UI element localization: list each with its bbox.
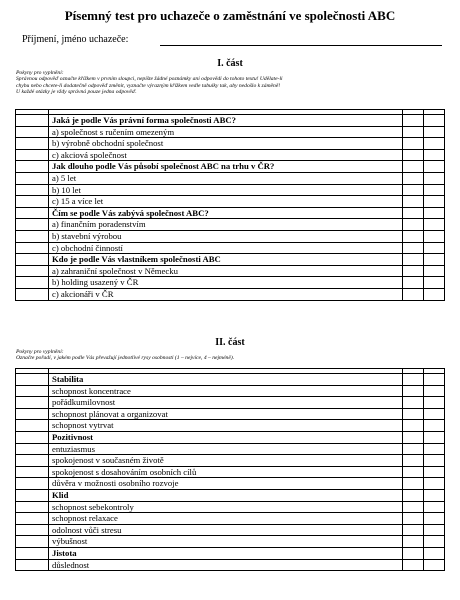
answer-row bbox=[16, 242, 445, 254]
group-mark-cell[interactable] bbox=[16, 374, 49, 386]
question-row bbox=[16, 161, 445, 173]
trait-row bbox=[16, 420, 445, 432]
blank-cell bbox=[403, 420, 424, 432]
rank-input-cell[interactable] bbox=[16, 524, 49, 536]
blank-cell bbox=[403, 431, 424, 443]
group-heading: Stabilita bbox=[49, 374, 403, 386]
document-title: Písemný test pro uchazeče o zaměstnání ve společnosti ABC bbox=[64, 8, 396, 23]
answer-row bbox=[16, 288, 445, 300]
blank-cell bbox=[403, 149, 424, 161]
blank-cell bbox=[403, 184, 424, 196]
group-heading-row bbox=[16, 431, 445, 443]
correction-cell[interactable] bbox=[424, 559, 445, 571]
correction-cell[interactable] bbox=[424, 466, 445, 478]
group-mark-cell[interactable] bbox=[16, 547, 49, 559]
answer-check-cell[interactable] bbox=[16, 149, 49, 161]
correction-cell[interactable] bbox=[424, 385, 445, 397]
correction-cell[interactable] bbox=[424, 161, 445, 173]
correction-cell[interactable] bbox=[424, 288, 445, 300]
rank-input-cell[interactable] bbox=[16, 443, 49, 455]
blank-cell bbox=[403, 196, 424, 208]
correction-cell[interactable] bbox=[424, 478, 445, 490]
blank-cell bbox=[403, 547, 424, 559]
correction-cell[interactable] bbox=[424, 126, 445, 138]
correction-cell[interactable] bbox=[424, 254, 445, 266]
answer-text: c) akciová společnost bbox=[49, 149, 403, 161]
group-heading: Klid bbox=[49, 489, 403, 501]
rank-input-cell[interactable] bbox=[16, 455, 49, 467]
correction-cell[interactable] bbox=[424, 277, 445, 289]
blank-cell bbox=[403, 254, 424, 266]
blank-cell bbox=[403, 443, 424, 455]
answer-check-cell[interactable] bbox=[16, 196, 49, 208]
answer-check-cell[interactable] bbox=[16, 126, 49, 138]
rank-input-cell[interactable] bbox=[16, 385, 49, 397]
correction-cell[interactable] bbox=[424, 149, 445, 161]
group-heading: Pozitivnost bbox=[49, 431, 403, 443]
correction-cell[interactable] bbox=[424, 374, 445, 386]
answer-text: c) 15 a více let bbox=[49, 196, 403, 208]
part2-title: II. část bbox=[215, 337, 245, 348]
blank-cell bbox=[403, 242, 424, 254]
group-mark-cell[interactable] bbox=[16, 489, 49, 501]
blank-cell bbox=[403, 374, 424, 386]
answer-check-cell[interactable] bbox=[16, 184, 49, 196]
answer-text: b) holding usazený v ČR bbox=[49, 277, 403, 289]
correction-cell[interactable] bbox=[424, 172, 445, 184]
blank-cell bbox=[403, 277, 424, 289]
group-heading-row bbox=[16, 489, 445, 501]
answer-row bbox=[16, 172, 445, 184]
correction-cell[interactable] bbox=[424, 115, 445, 127]
trait-text: spokojenost s dosahováním osobních cílů bbox=[49, 466, 403, 478]
answer-row bbox=[16, 184, 445, 196]
correction-cell[interactable] bbox=[424, 408, 445, 420]
correction-cell[interactable] bbox=[424, 501, 445, 513]
question-text: Čím se podle Vás zabývá společnost ABC? bbox=[49, 207, 403, 219]
blank-cell bbox=[403, 161, 424, 173]
blank-cell bbox=[403, 466, 424, 478]
answer-text: b) stavební výrobou bbox=[49, 230, 403, 242]
question-mark-cell[interactable] bbox=[16, 254, 49, 266]
answer-row bbox=[16, 149, 445, 161]
answer-text: b) výrobně obchodní společnost bbox=[49, 138, 403, 150]
answer-text: a) 5 let bbox=[49, 172, 403, 184]
answer-check-cell[interactable] bbox=[16, 138, 49, 150]
trait-row bbox=[16, 385, 445, 397]
rank-input-cell[interactable] bbox=[16, 466, 49, 478]
trait-text: schopnost vytrvat bbox=[49, 420, 403, 432]
trait-text: odolnost vůči stresu bbox=[49, 524, 403, 536]
trait-row bbox=[16, 397, 445, 409]
trait-row bbox=[16, 455, 445, 467]
instruction-line: Pokyny pro vyplnění: bbox=[16, 349, 64, 355]
correction-cell[interactable] bbox=[424, 420, 445, 432]
blank-cell bbox=[403, 265, 424, 277]
blank-cell bbox=[403, 230, 424, 242]
name-field-line[interactable] bbox=[160, 45, 442, 46]
answer-row bbox=[16, 277, 445, 289]
instruction-line: Pokyny pro vyplnění: bbox=[16, 70, 64, 76]
trait-text: spokojenost v současném životě bbox=[49, 455, 403, 467]
correction-cell[interactable] bbox=[424, 230, 445, 242]
blank-cell bbox=[403, 455, 424, 467]
answer-row bbox=[16, 230, 445, 242]
correction-cell[interactable] bbox=[424, 397, 445, 409]
instruction-line: Správnou odpověď označte křížkem v prvním sloupci, nepište žádné poznámky ani odpovědi do tohoto textu! Udělate-li bbox=[16, 76, 283, 83]
group-heading: Jistota bbox=[49, 547, 403, 559]
rank-input-cell[interactable] bbox=[16, 408, 49, 420]
correction-cell[interactable] bbox=[424, 184, 445, 196]
answer-check-cell[interactable] bbox=[16, 242, 49, 254]
trait-row bbox=[16, 443, 445, 455]
part2-table bbox=[15, 368, 445, 571]
rank-input-cell[interactable] bbox=[16, 420, 49, 432]
trait-text: důvěra v možnosti osobního rozvoje bbox=[49, 478, 403, 490]
blank-cell bbox=[403, 138, 424, 150]
correction-cell[interactable] bbox=[424, 242, 445, 254]
trait-text: schopnost sebekontroly bbox=[49, 501, 403, 513]
part2-instructions bbox=[16, 349, 446, 362]
blank-cell bbox=[403, 385, 424, 397]
correction-cell[interactable] bbox=[424, 219, 445, 231]
rank-input-cell[interactable] bbox=[16, 478, 49, 490]
rank-input-cell[interactable] bbox=[16, 397, 49, 409]
rank-input-cell[interactable] bbox=[16, 536, 49, 548]
answer-check-cell[interactable] bbox=[16, 219, 49, 231]
trait-text: entuziasmus bbox=[49, 443, 403, 455]
correction-cell[interactable] bbox=[424, 207, 445, 219]
correction-cell[interactable] bbox=[424, 265, 445, 277]
answer-check-cell[interactable] bbox=[16, 277, 49, 289]
trait-text: schopnost koncentrace bbox=[49, 385, 403, 397]
rank-input-cell[interactable] bbox=[16, 501, 49, 513]
question-row bbox=[16, 207, 445, 219]
answer-text: a) zahraniční společnost v Německu bbox=[49, 265, 403, 277]
question-text: Jaká je podle Vás právní forma společnosti ABC? bbox=[49, 115, 403, 127]
answer-row bbox=[16, 126, 445, 138]
trait-row bbox=[16, 466, 445, 478]
question-row bbox=[16, 254, 445, 266]
group-mark-cell[interactable] bbox=[16, 431, 49, 443]
part1-title: I. část bbox=[217, 58, 243, 69]
blank-cell bbox=[403, 513, 424, 525]
question-mark-cell[interactable] bbox=[16, 207, 49, 219]
correction-cell[interactable] bbox=[424, 196, 445, 208]
part1-instructions bbox=[16, 70, 446, 95]
blank-cell bbox=[403, 288, 424, 300]
instruction-line: Označte pořadí, v jakém podle Vás převažují jednotlivé rysy osobnosti (1 – nejvíce, 4 – nejméně). bbox=[16, 355, 235, 362]
blank-cell bbox=[403, 524, 424, 536]
blank-cell bbox=[403, 126, 424, 138]
question-text: Kdo je podle Vás vlastníkem společnosti ABC bbox=[49, 254, 403, 266]
answer-text: a) finančním poradenstvím bbox=[49, 219, 403, 231]
answer-check-cell[interactable] bbox=[16, 230, 49, 242]
rank-input-cell[interactable] bbox=[16, 559, 49, 571]
answer-row bbox=[16, 219, 445, 231]
correction-cell[interactable] bbox=[424, 536, 445, 548]
trait-text: pořádkumilovnost bbox=[49, 397, 403, 409]
correction-cell[interactable] bbox=[424, 455, 445, 467]
trait-text: výbušnost bbox=[49, 536, 403, 548]
trait-row bbox=[16, 536, 445, 548]
trait-row bbox=[16, 501, 445, 513]
answer-check-cell[interactable] bbox=[16, 288, 49, 300]
trait-row bbox=[16, 513, 445, 525]
answer-text: b) 10 let bbox=[49, 184, 403, 196]
correction-cell[interactable] bbox=[424, 547, 445, 559]
trait-text: schopnost relaxace bbox=[49, 513, 403, 525]
answer-text: a) společnost s ručením omezeným bbox=[49, 126, 403, 138]
trait-row bbox=[16, 559, 445, 571]
trait-row bbox=[16, 478, 445, 490]
blank-cell bbox=[403, 397, 424, 409]
instruction-line: chybu nebo chcete-li dodatečně odpověď změnit, vyznačte výrazným křížkem vedle tabulky tak, aby nedošlo k záměně! bbox=[16, 82, 281, 89]
name-label: Příjmení, jméno uchazeče: bbox=[22, 34, 129, 45]
correction-cell[interactable] bbox=[424, 431, 445, 443]
blank-cell bbox=[403, 172, 424, 184]
answer-row bbox=[16, 196, 445, 208]
blank-cell bbox=[403, 115, 424, 127]
correction-cell[interactable] bbox=[424, 138, 445, 150]
correction-cell[interactable] bbox=[424, 489, 445, 501]
blank-cell bbox=[403, 207, 424, 219]
instruction-line: U každé otázky je vždy správná pouze jedna odpověď. bbox=[16, 88, 137, 95]
trait-row bbox=[16, 408, 445, 420]
blank-cell bbox=[403, 559, 424, 571]
blank-cell bbox=[403, 478, 424, 490]
blank-cell bbox=[403, 408, 424, 420]
question-mark-cell[interactable] bbox=[16, 161, 49, 173]
correction-cell[interactable] bbox=[424, 513, 445, 525]
group-heading-row bbox=[16, 547, 445, 559]
question-text: Jak dlouho podle Vás působí společnost ABC na trhu v ČR? bbox=[49, 161, 403, 173]
trait-text: důslednost bbox=[49, 559, 403, 571]
blank-cell bbox=[403, 489, 424, 501]
answer-text: c) akcionáři v ČR bbox=[49, 288, 403, 300]
group-heading-row bbox=[16, 374, 445, 386]
blank-cell bbox=[403, 219, 424, 231]
blank-cell bbox=[403, 536, 424, 548]
answer-row bbox=[16, 265, 445, 277]
question-mark-cell[interactable] bbox=[16, 115, 49, 127]
correction-cell[interactable] bbox=[424, 524, 445, 536]
answer-row bbox=[16, 138, 445, 150]
answer-check-cell[interactable] bbox=[16, 265, 49, 277]
rank-input-cell[interactable] bbox=[16, 513, 49, 525]
trait-row bbox=[16, 524, 445, 536]
question-row bbox=[16, 115, 445, 127]
part1-table bbox=[15, 109, 445, 301]
answer-text: c) obchodní činností bbox=[49, 242, 403, 254]
answer-check-cell[interactable] bbox=[16, 172, 49, 184]
blank-cell bbox=[403, 501, 424, 513]
trait-text: schopnost plánovat a organizovat bbox=[49, 408, 403, 420]
correction-cell[interactable] bbox=[424, 443, 445, 455]
